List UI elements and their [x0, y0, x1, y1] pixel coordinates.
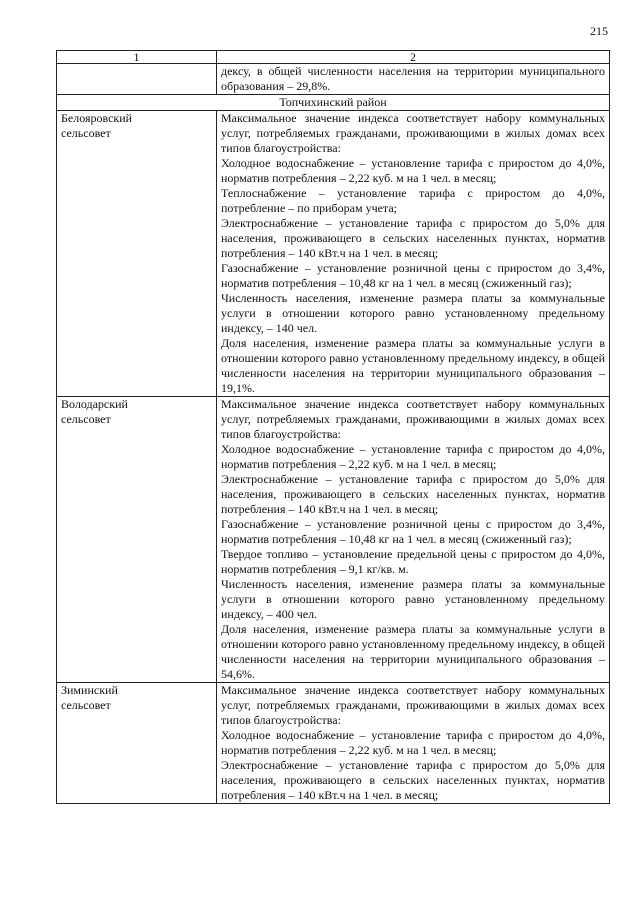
paragraph: Твердое топливо – установление предельной цены с приростом до 4,0%, норматив потребления – 9,1 кг/кв. м. — [221, 547, 605, 576]
municipal-index-table — [56, 50, 610, 804]
paragraph: дексу, в общей численности населения на территории муниципального образования – 29,8%. — [221, 64, 605, 93]
table-row — [57, 397, 610, 683]
paragraph: Максимальное значение индекса соответствует набору коммунальных услуг, потребляемых гражданами, проживающими в жилых домах всех типов благоустройства: — [221, 111, 605, 155]
region-row — [57, 95, 610, 111]
paragraph: Доля населения, изменение размера платы за коммунальные услуги в отношении которого равно установленному предельному индексу, в общей численности населения на территории муниципального образования – 54,6%. — [221, 622, 605, 681]
column-number-1: 1 — [57, 51, 217, 64]
paragraph: Максимальное значение индекса соответствует набору коммунальных услуг, потребляемых гражданами, проживающими в жилых домах всех типов благоустройства: — [221, 683, 605, 727]
paragraph: Доля населения, изменение размера платы за коммунальные услуги в отношении которого равно установленному предельному индексу, в общей численности населения на территории муниципального образования – 19,1%. — [221, 336, 605, 395]
paragraph: Холодное водоснабжение – установление тарифа с приростом до 4,0%, норматив потребления – 2,22 куб. м на 1 чел. в месяц; — [221, 728, 605, 757]
paragraph: Теплоснабжение – установление тарифа с приростом до 4,0%, потребление – по приборам учета; — [221, 186, 605, 215]
entity-description — [217, 683, 610, 804]
paragraph: Численность населения, изменение размера платы за коммунальные услуги в отношении которого равно установленному предельному индексу, – 400 чел. — [221, 577, 605, 621]
entity-name: Володарский сельсовет — [57, 397, 217, 683]
paragraph: Численность населения, изменение размера платы за коммунальные услуги в отношении которого равно установленному предельному индексу, – 140 чел. — [221, 291, 605, 335]
paragraph: Электроснабжение – установление тарифа с приростом до 5,0% для населения, проживающего в сельских населенных пунктах, норматив потребления – 140 кВт.ч на 1 чел. в месяц; — [221, 472, 605, 516]
table-row — [57, 111, 610, 397]
region-title: Топчихинский район — [57, 95, 610, 111]
continuation-text-cell — [217, 64, 610, 95]
paragraph: Максимальное значение индекса соответствует набору коммунальных услуг, потребляемых гражданами, проживающими в жилых домах всех типов благоустройства: — [221, 397, 605, 441]
entity-description — [217, 397, 610, 683]
page-number: 215 — [590, 24, 608, 38]
continuation-entity-cell — [57, 64, 217, 95]
entity-name: Белояровский сельсовет — [57, 111, 217, 397]
entity-description — [217, 111, 610, 397]
paragraph: Газоснабжение – установление розничной цены с приростом до 3,4%, норматив потребления – 10,48 кг на 1 чел. в месяц (сжиженный газ); — [221, 517, 605, 546]
paragraph: Холодное водоснабжение – установление тарифа с приростом до 4,0%, норматив потребления – 2,22 куб. м на 1 чел. в месяц; — [221, 156, 605, 185]
column-number-row — [57, 51, 610, 64]
entity-name: Зиминский сельсовет — [57, 683, 217, 804]
column-number-2: 2 — [217, 51, 610, 64]
paragraph: Газоснабжение – установление розничной цены с приростом до 3,4%, норматив потребления – 10,48 кг на 1 чел. в месяц (сжиженный газ); — [221, 261, 605, 290]
paragraph: Холодное водоснабжение – установление тарифа с приростом до 4,0%, норматив потребления – 2,22 куб. м на 1 чел. в месяц; — [221, 442, 605, 471]
table-row — [57, 683, 610, 804]
continuation-row — [57, 64, 610, 95]
paragraph: Электроснабжение – установление тарифа с приростом до 5,0% для населения, проживающего в сельских населенных пунктах, норматив потребления – 140 кВт.ч на 1 чел. в месяц; — [221, 216, 605, 260]
paragraph: Электроснабжение – установление тарифа с приростом до 5,0% для населения, проживающего в сельских населенных пунктах, норматив потребления – 140 кВт.ч на 1 чел. в месяц; — [221, 758, 605, 802]
